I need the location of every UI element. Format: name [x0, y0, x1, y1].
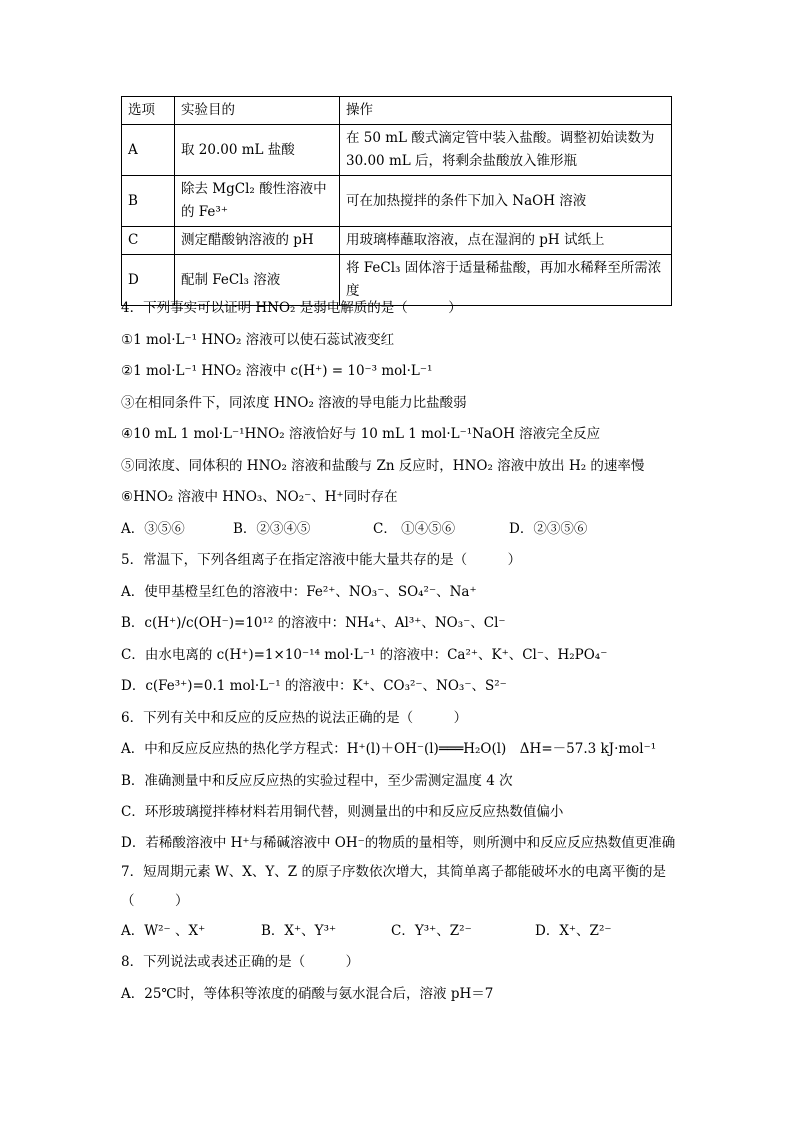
option-a: A．③⑤⑥: [121, 520, 185, 537]
table-cell: 用玻璃棒蘸取溶液，点在湿润的 pH 试纸上: [340, 227, 672, 255]
question-4-item: ④10 mL 1 mol·L⁻¹HNO₂ 溶液恰好与 10 mL 1 mol·L⁻¹NaOH 溶液完全反应: [121, 426, 601, 442]
question-4-options: [121, 514, 681, 546]
table-cell: 在 50 mL 酸式滴定管中装入盐酸。调整初始读数为 30.00 mL 后，将剩余盐酸放入锥形瓶: [340, 125, 672, 176]
question-6-item: A．中和反应反应热的热化学方程式：H⁺(l)＋OH⁻(l)═══H₂O(l) ΔH=－57.3 kJ·mol⁻¹: [121, 741, 657, 757]
option-c: C． ①④⑤⑥: [373, 520, 456, 537]
option-d: D．②③⑤⑥: [509, 520, 588, 537]
table-cell: B: [122, 176, 175, 227]
question-4-item: ①1 mol·L⁻¹ HNO₂ 溶液可以使石蕊试液变红: [121, 331, 395, 348]
table-cell: 测定醋酸钠溶液的 pH: [175, 227, 340, 255]
table-header-cell: 实验目的: [175, 97, 340, 125]
option-b: B．X⁺、Y³⁺: [261, 922, 337, 939]
question-4-item: ②1 mol·L⁻¹ HNO₂ 溶液中 c(H⁺) = 10⁻³ mol·L⁻¹: [121, 363, 433, 379]
question-6-stem: 6．下列有关中和反应的反应热的说法正确的是（ ）: [121, 709, 468, 726]
option-a: A．W²⁻ 、X⁺: [121, 922, 206, 939]
option-d: D．X⁺、Z²⁻: [535, 922, 612, 939]
question-6-item: C．环形玻璃搅拌棒材料若用铜代替，则测量出的中和反应反应热数值偏小: [121, 804, 564, 820]
question-4-item: ③在相同条件下，同浓度 HNO₂ 溶液的导电能力比盐酸弱: [121, 394, 467, 411]
question-5-item: B．c(H⁺)/c(OH⁻)=10¹² 的溶液中：NH₄⁺、Al³⁺、NO₃⁻、Cl⁻: [121, 615, 506, 631]
table-header-row: [122, 97, 672, 125]
question-5-stem: 5．常温下，下列各组离子在指定溶液中能大量共存的是（ ）: [121, 552, 522, 568]
table-header-cell: 操作: [340, 97, 672, 125]
option-c: C．Y³⁺、Z²⁻: [391, 922, 472, 939]
question-7-options: [121, 916, 681, 948]
table-cell: D: [122, 255, 175, 306]
table-header-cell: 选项: [122, 97, 175, 125]
question-8-item: A．25℃时，等体积等浓度的硝酸与氨水混合后，溶液 pH＝7: [121, 985, 494, 1002]
table-row: [122, 176, 672, 227]
table-cell: 配制 FeCl₃ 溶液: [175, 255, 340, 306]
question-5-item: A．使甲基橙呈红色的溶液中：Fe²⁺、NO₃⁻、SO₄²⁻、Na⁺: [121, 583, 477, 600]
table-row: [122, 125, 672, 176]
question-5-item: D．c(Fe³⁺)=0.1 mol·L⁻¹ 的溶液中：K⁺、CO₃²⁻、NO₃⁻、S²⁻: [121, 678, 507, 694]
table-cell: 可在加热搅拌的条件下加入 NaOH 溶液: [340, 176, 672, 227]
experiment-options-table: [121, 96, 672, 306]
question-4-stem: 4．下列事实可以证明 HNO₂ 是弱电解质的是（ ）: [121, 300, 462, 316]
question-4-item: ⑤同浓度、同体积的 HNO₂ 溶液和盐酸与 Zn 反应时，HNO₂ 溶液中放出 H₂ 的速率慢: [121, 457, 645, 474]
option-b: B．②③④⑤: [233, 520, 311, 537]
question-7-stem: 7．短周期元素 W、X、Y、Z 的原子序数依次增大，其简单离子都能破坏水的电离平衡的是（ ）: [121, 863, 666, 909]
table-cell: 将 FeCl₃ 固体溶于适量稀盐酸，再加水稀释至所需浓度: [340, 255, 672, 306]
table-row: [122, 227, 672, 255]
table-cell: 除去 MgCl₂ 酸性溶液中的 Fe³⁺: [175, 176, 340, 227]
table-cell: C: [122, 227, 175, 255]
questions: [121, 293, 681, 1010]
table-cell: 取 20.00 mL 盐酸: [175, 125, 340, 176]
question-6-item: B．准确测量中和反应反应热的实验过程中，至少需测定温度 4 次: [121, 772, 513, 789]
table-cell: A: [122, 125, 175, 176]
question-5-item: C．由水电离的 c(H⁺)=1×10⁻¹⁴ mol·L⁻¹ 的溶液中：Ca²⁺、K⁺、Cl⁻、H₂PO₄⁻: [121, 646, 608, 663]
question-4-item: ⑥HNO₂ 溶液中 HNO₃、NO₂⁻、H⁺同时存在: [121, 489, 398, 505]
question-6-item: D．若稀酸溶液中 H⁺与稀碱溶液中 OH⁻的物质的量相等，则所测中和反应反应热数值更准确: [121, 834, 676, 851]
question-8-stem: 8．下列说法或表述正确的是（ ）: [121, 954, 360, 970]
